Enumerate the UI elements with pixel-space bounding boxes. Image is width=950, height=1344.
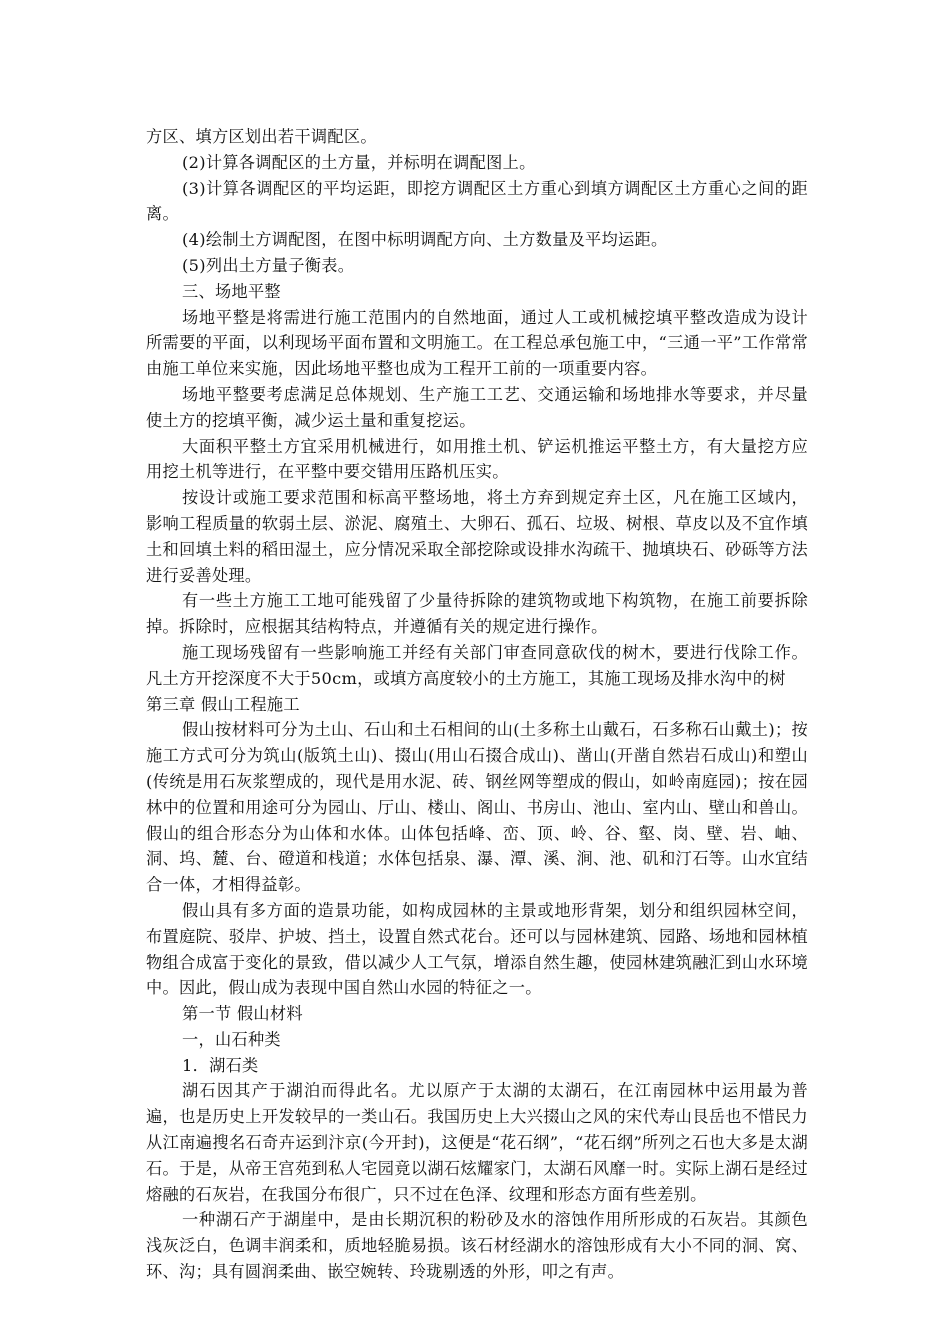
paragraph: 按设计或施工要求范围和标高平整场地，将土方弃到规定弃土区，凡在施工区域内，影响工程质量的软弱土层、淤泥、腐殖土、大卵石、孤石、垃圾、树根、草皮以及不宜作填土和回填土料的稻田湿土，应分情况采取全部挖除或设排水沟疏干、抛填块石、砂砾等方法进行妥善处理。 [146, 488, 808, 585]
subsection-heading: 一，山石种类 [182, 1029, 281, 1049]
paragraph: 大面积平整土方宜采用机械进行，如用推土机、铲运机推运平整土方，有大量挖方应用挖土机等进行，在平整中要交错用压路机压实。 [146, 436, 808, 482]
section-heading: 三、场地平整 [182, 281, 281, 301]
paragraph: 假山按材料可分为土山、石山和土石相间的山(土多称土山戴石，石多称石山戴土)；按施工方式可分为筑山(版筑土山)、掇山(用山石掇合成山)、凿山(开凿自然岩石成山)和塑山(传统是用石灰浆塑成的，现代是用水泥、砖、钢丝网等塑成的假山，如岭南庭园)；按在园林中的位置和用途可分为园山、厅山、楼山、阁山、书房山、池山、室内山、壁山和兽山。假山的组合形态分为山体和水体。山体包括峰、峦、顶、岭、谷、壑、岗、壁、岩、岫、洞、坞、麓、台、磴道和栈道；水体包括泉、瀑、潭、溪、涧、池、矶和汀石等。山水宜结合一体，才相得益彰。 [146, 720, 808, 895]
paragraph: 假山具有多方面的造景功能，如构成园林的主景或地形背架，划分和组织园林空间，布置庭院、驳岸、护坡、挡土，设置自然式花台。还可以与园林建筑、园路、场地和园林植物组合成富于变化的景致，借以减少人工气氛，增添自然生趣，使园林建筑融汇到山水环境中。因此，假山成为表现中国自然山水园的特征之一。 [146, 900, 808, 998]
paragraph: 场地平整要考虑满足总体规划、生产施工工艺、交通运输和场地排水等要求，并尽量使土方的挖填平衡，减少运土量和重复挖运。 [146, 384, 808, 430]
paragraph: 一种湖石产于湖崖中，是由长期沉积的粉砂及水的溶蚀作用所形成的石灰岩。其颜色浅灰泛白，色调丰润柔和，质地轻脆易损。该石材经湖水的溶蚀形成有大小不同的洞、窝、环、沟；具有圆润柔曲、嵌空婉转、玲珑剔透的外形，叩之有声。 [146, 1210, 808, 1282]
paragraph: 有一些土方施工工地可能残留了少量待拆除的建筑物或地下构筑物，在施工前要拆除掉。拆除时，应根据其结构特点，并遵循有关的规定进行操作。 [146, 591, 808, 637]
section-heading: 第一节 假山材料 [182, 1004, 303, 1024]
paragraph: (5)列出土方量子衡表。 [182, 255, 355, 275]
chapter-heading: 第三章 假山工程施工 [146, 694, 300, 714]
paragraph: (2)计算各调配区的土方量，并标明在调配图上。 [182, 152, 536, 172]
subsection-heading: 1．湖石类 [182, 1055, 259, 1075]
paragraph: (4)绘制土方调配图，在图中标明调配方向、土方数量及平均运距。 [182, 230, 668, 250]
paragraph: 施工现场残留有一些影响施工并经有关部门审查同意砍伐的树木，要进行伐除工作。凡土方开挖深度不大于50cm，或填方高度较小的土方施工，其施工现场及排水沟中的树 [146, 642, 808, 688]
document-body [146, 124, 808, 1285]
paragraph: 场地平整是将需进行施工范围内的自然地面，通过人工或机械挖填平整改造成为设计所需要的平面，以利现场平面布置和文明施工。在工程总承包施工中，“三通一平”工作常常由施工单位来实施，因此场地平整也成为工程开工前的一项重要内容。 [146, 307, 808, 379]
paragraph: 湖石因其产于湖泊而得此名。尤以原产于太湖的太湖石，在江南园林中运用最为普遍，也是历史上开发较早的一类山石。我国历史上大兴掇山之风的宋代寿山艮岳也不惜民力从江南遍搜名石奇卉运到汴京(今开封)，这便是“花石纲”，“花石纲”所列之石也大多是太湖石。于是，从帝王宫苑到私人宅园竟以湖石炫耀家门，太湖石风靡一时。实际上湖石是经过熔融的石灰岩，在我国分布很广，只不过在色泽、纹理和形态方面有些差别。 [146, 1081, 808, 1204]
paragraph: 方区、填方区划出若干调配区。 [146, 127, 377, 146]
paragraph: (3)计算各调配区的平均运距，即挖方调配区土方重心到填方调配区土方重心之间的距离。 [146, 178, 808, 224]
